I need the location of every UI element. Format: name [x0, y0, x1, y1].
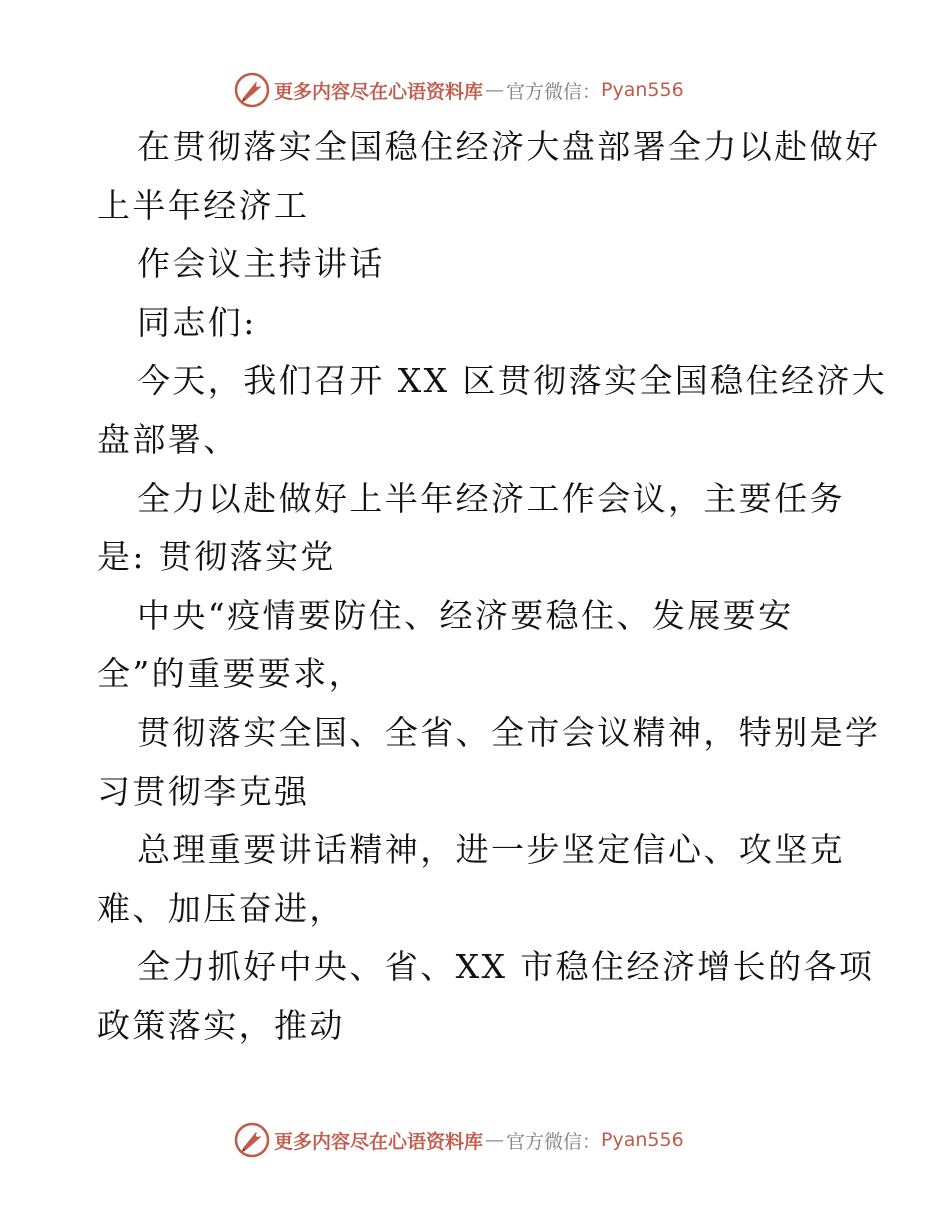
paragraph-line: 习贯彻李克强: [97, 771, 310, 811]
paragraph-line: 是: 贯彻落实党: [97, 537, 336, 577]
title-line: 在贯彻落实全国稳住经济大盘部署全力以赴做好: [137, 127, 881, 166]
paragraph-line: 全力以赴做好上半年经济工作会议，主要任务: [137, 478, 845, 518]
salutation-line: 同志们:: [137, 302, 257, 342]
title-line: 作会议主持讲话: [137, 244, 385, 284]
header-banner: [234, 70, 684, 110]
banner-slogan: 更多内容尽在心语资料库: [274, 80, 484, 103]
paragraph-line: 全力抓好中央、省、XX 市稳住经济增长的各项: [137, 947, 875, 987]
banner-dash: —: [485, 1129, 505, 1151]
banner-contact-label: 官方微信：: [506, 80, 602, 103]
paragraph-line: 政策落实，推动: [97, 1005, 345, 1045]
document-body: [97, 118, 888, 1056]
footer-banner: [234, 1120, 684, 1160]
paragraph-line: 盘部署、: [97, 419, 239, 459]
pen-nib-logo-icon: [234, 72, 270, 108]
paragraph-line: 今天，我们召开 XX 区贯彻落实全国稳住经济大: [137, 361, 888, 401]
title-line: 上半年经济工: [97, 185, 310, 225]
banner-slogan: 更多内容尽在心语资料库: [274, 1130, 484, 1153]
paragraph-line: 贯彻落实全国、全省、全市会议精神，特别是学: [137, 712, 881, 752]
pen-nib-logo-icon: [234, 1122, 270, 1158]
banner-wechat-id: Pyan556: [601, 79, 684, 101]
paragraph-line: 总理重要讲话精神，进一步坚定信心、攻坚克: [137, 830, 845, 870]
banner-wechat-id: Pyan556: [601, 1129, 684, 1151]
banner-dash: —: [485, 79, 505, 101]
paragraph-line: 难、加压奋进，: [97, 888, 345, 928]
paragraph-line: 中央“疫情要防住、经济要稳住、发展要安: [137, 595, 794, 635]
paragraph-line: 全”的重要要求，: [97, 654, 365, 694]
banner-contact-label: 官方微信：: [506, 1130, 602, 1153]
